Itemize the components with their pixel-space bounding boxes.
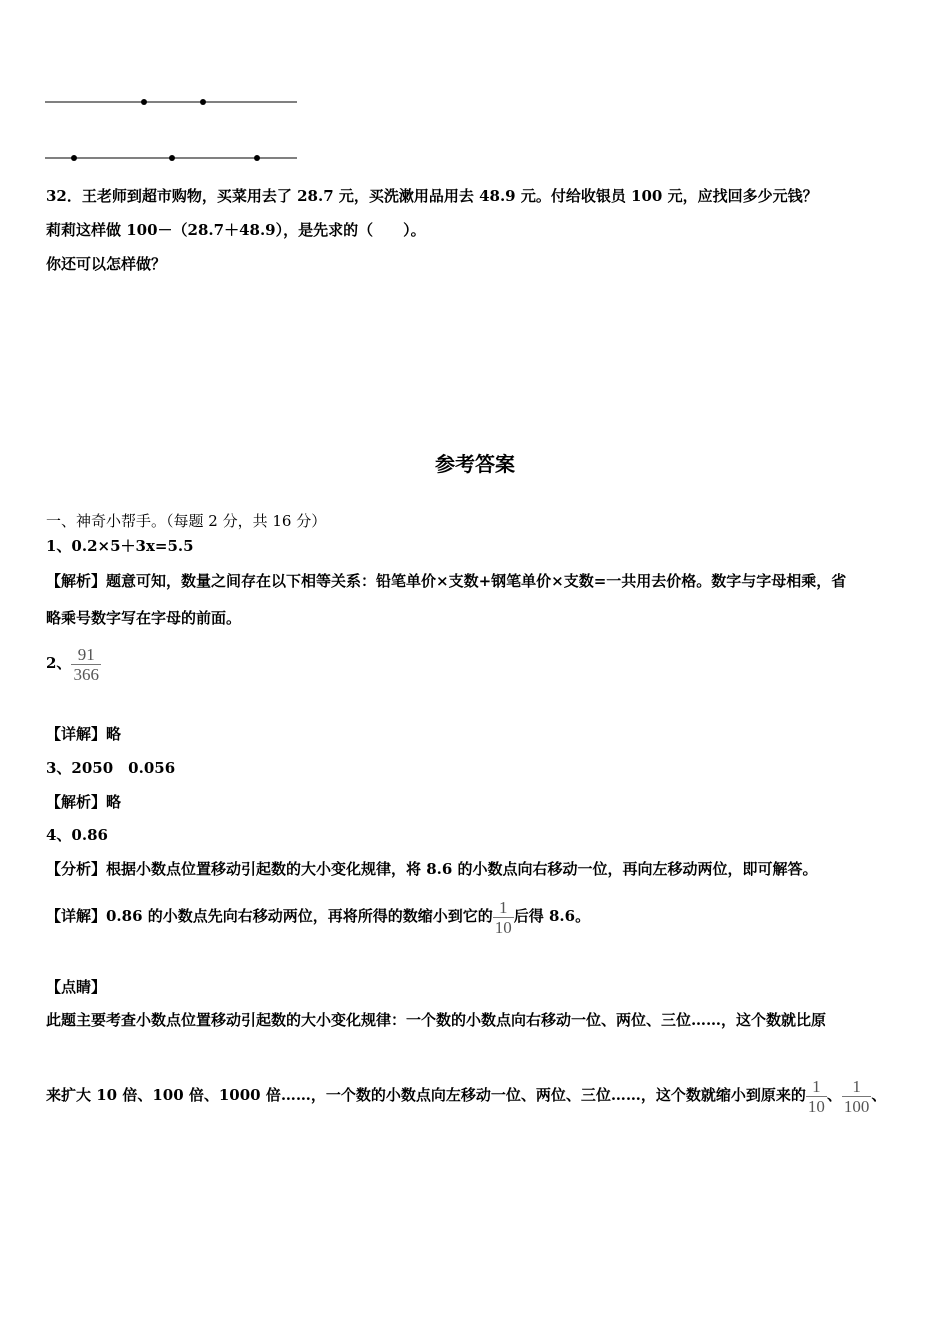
number-line-2-point-c xyxy=(254,155,260,161)
fraction-denominator: 10 xyxy=(807,1096,825,1116)
answer-title: 参考答案 xyxy=(435,452,515,476)
answer-2-detail: 【详解】略 xyxy=(46,725,122,743)
fraction-numerator: 1 xyxy=(852,1076,861,1096)
answer-4-analysis: 【分析】根据小数点位置移动引起数的大小变化规律，将 8.6 的小数点向右移动一位，再向左移动两位，即可解答。 xyxy=(46,860,818,878)
answer-4-comment-line1: 此题主要考查小数点位置移动引起数的大小变化规律：一个数的小数点向右移动一位、两位、三位……，这个数就比原 xyxy=(46,1011,827,1029)
number-line-2 xyxy=(45,155,297,161)
answer-1: 1、0.2×5＋3x=5.5 xyxy=(46,537,194,555)
fraction-denominator: 100 xyxy=(843,1096,870,1116)
q32-question: 32．王老师到超市购物，买菜用去了 28.7 元，买洗漱用品用去 48.9 元。付给收银员 100 元，应找回多少元钱？ xyxy=(46,187,818,205)
q32-line2: 莉莉这样做 100－（28.7＋48.9），是先求的（ ）。 xyxy=(46,221,426,239)
fraction-numerator: 1 xyxy=(499,897,508,917)
answer-1-analysis-line2: 略乘号数字写在字母的前面。 xyxy=(46,609,242,627)
fraction-numerator: 1 xyxy=(812,1076,821,1096)
answer-1-analysis-line1: 【解析】题意可知，数量之间存在以下相等关系：铅笔单价×支数+钢笔单价×支数=一共用去价格。数字与字母相乘，省 xyxy=(46,572,847,590)
answer-4-detail-text: 【详解】0.86 的小数点先向右移动两位，再将所得的数缩小到它的 xyxy=(46,907,493,925)
number-line-1 xyxy=(45,99,297,105)
answer-4-comment-line2 xyxy=(46,1072,886,1118)
comment-separator: 、 xyxy=(826,1086,842,1104)
fraction-denominator: 10 xyxy=(494,917,512,937)
number-line-1-point-b xyxy=(200,99,206,105)
answer-3-analysis: 【解析】略 xyxy=(46,793,122,811)
fraction-denominator: 366 xyxy=(73,664,99,684)
answer-2 xyxy=(46,640,101,686)
answer-4-comment-label: 【点睛】 xyxy=(46,978,107,996)
answer-4: 4、0.86 xyxy=(46,826,108,844)
answer-3: 3、2050 0.056 xyxy=(46,759,176,777)
number-line-2-point-a xyxy=(71,155,77,161)
comment-line2-text: 来扩大 10 倍、100 倍、1000 倍……，一个数的小数点向左移动一位、两位、三位……，这个数就缩小到原来的 xyxy=(46,1086,806,1104)
q32-line3: 你还可以怎样做？ xyxy=(46,255,167,273)
comment-fraction-hundredth xyxy=(842,1077,872,1116)
comment-fraction-tenth xyxy=(806,1077,827,1116)
answer-4-detail-tail: 后得 8.6。 xyxy=(513,907,591,925)
comment-end: 、 xyxy=(871,1086,887,1104)
fraction-numerator: 91 xyxy=(77,644,95,664)
answer-4-detail-fraction xyxy=(493,898,514,937)
answer-2-prefix: 2、 xyxy=(46,654,72,672)
section-heading: 一、神奇小帮手。（每题 2 分，共 16 分） xyxy=(46,512,327,530)
answer-4-detail xyxy=(46,893,590,939)
answer-2-fraction xyxy=(71,645,101,684)
number-line-2-point-b xyxy=(169,155,175,161)
number-line-1-point-a xyxy=(141,99,147,105)
number-line-diagrams xyxy=(0,0,950,180)
